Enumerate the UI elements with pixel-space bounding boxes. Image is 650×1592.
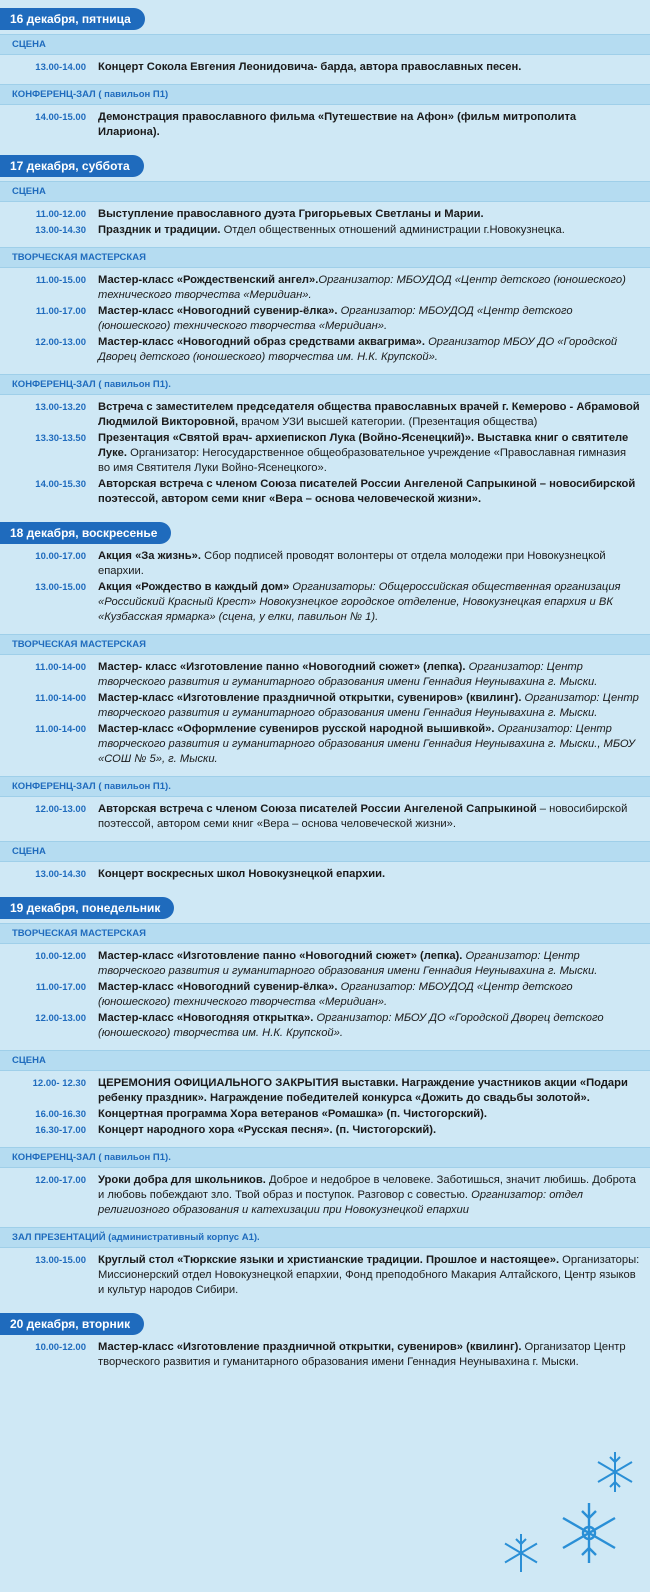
entry-description: [98, 1340, 640, 1370]
entry-text-part: Организатор: МБОУДОД «Центр детского (юношеского) технического творчества «Меридиан».: [98, 274, 626, 301]
entry-time: 10.00-12.00: [35, 1342, 86, 1353]
entry-time: 11.00-14-00: [35, 662, 86, 673]
entry-list: [0, 1335, 650, 1375]
entry-list: [0, 655, 650, 772]
entry-time: 11.00-14-00: [35, 693, 86, 704]
entry-list: [0, 268, 650, 370]
day-block: [0, 897, 650, 1303]
entry-text-part: Организатор Центр творческого развития и гуманитарного образования имени Геннадия Неунывахина г. Мыски.: [98, 1341, 626, 1368]
entry-text-part: Организатор: МБОУДОД «Центр детского (юношеского) технического творчества «Меридиан».: [98, 305, 573, 332]
entry-time: 11.00-15.00: [35, 275, 86, 286]
entry-text-part: Организатор: Центр творческого развития и гуманитарного образования имени Геннадия Неунывахина г. Мыски.: [98, 950, 598, 977]
schedule-entry: [10, 549, 640, 579]
schedule-entry: [10, 1107, 640, 1122]
schedule-entry: [10, 1253, 640, 1298]
day-block: [0, 1313, 650, 1375]
section-header: ТВОРЧЕСКАЯ МАСТЕРСКАЯ: [0, 923, 650, 944]
entry-time: 16.30-17.00: [35, 1125, 86, 1136]
schedule-entry: [10, 691, 640, 721]
entry-time: 16.00-16.30: [35, 1109, 86, 1120]
entry-text-part: Мастер-класс «Изготовление праздничной открытки, сувениров» (квилинг).: [98, 1341, 522, 1353]
entry-text-part: Концерт воскресных школ Новокузнецкой епархии.: [98, 868, 386, 880]
entry-description: [98, 1107, 640, 1122]
schedule-entry: [10, 949, 640, 979]
section-header: ТВОРЧЕСКАЯ МАСТЕРСКАЯ: [0, 247, 650, 268]
entry-text-part: Встреча с заместителем председателя общества православных врачей г. Кемерово - Абрамовой Людмилой Викторовной,: [98, 401, 640, 428]
entry-list: [0, 1168, 650, 1223]
entry-time: 14.00-15.00: [35, 112, 86, 123]
entry-time: 10.00-12.00: [35, 951, 86, 962]
entry-text-part: Организатор: Центр творческого развития и гуманитарного образования имени Геннадия Неунывахина г. Мыски.: [98, 692, 639, 719]
schedule-entry: [10, 431, 640, 476]
schedule-entry: [10, 1340, 640, 1370]
entry-list: [0, 105, 650, 145]
entry-text-part: Мастер-класс «Новогодний образ средствами аквагрима».: [98, 336, 425, 348]
entry-list: [0, 797, 650, 837]
schedule-entry: [10, 980, 640, 1010]
entry-text-part: Круглый стол «Тюркские языки и христианские традиции. Прошлое и настоящее».: [98, 1254, 560, 1266]
entry-description: [98, 980, 640, 1010]
entry-text-part: ЦЕРЕМОНИЯ ОФИЦИАЛЬНОГО ЗАКРЫТИЯ выставки. Награждение участников акции «Подари ребенку праздник». Награждение победителей конкурса «Дожить до свадьбы золотой».: [98, 1077, 628, 1104]
section-header: ТВОРЧЕСКАЯ МАСТЕРСКАЯ: [0, 634, 650, 655]
entry-description: [98, 1076, 640, 1106]
entry-text-part: – новосибирской поэтессой, автором семи книг «Вера – основа человеческой жизни».: [98, 803, 628, 830]
entry-description: [98, 1123, 640, 1138]
schedule-entry: [10, 1011, 640, 1041]
section-header: КОНФЕРЕНЦ-ЗАЛ ( павильон П1).: [0, 1147, 650, 1168]
schedule-entry: [10, 722, 640, 767]
entry-description: [98, 335, 640, 365]
schedule-entry: [10, 223, 640, 238]
section-header: СЦЕНА: [0, 34, 650, 55]
entry-description: [98, 1253, 640, 1298]
entry-time: 13.00-13.20: [35, 402, 86, 413]
entry-description: [98, 477, 640, 507]
schedule-entry: [10, 207, 640, 222]
section-header: СЦЕНА: [0, 841, 650, 862]
entry-text-part: Доброе и недоброе в человеке. Заботишься, значит любишь. Доброта и любовь побеждают зло. Твой образ и поступок. Разговор с совестью.: [98, 1174, 636, 1201]
entry-text-part: Презентация «Святой врач- архиепископ Лука (Войно-Ясенецкий)». Выставка книг о святителе Луке.: [98, 432, 629, 459]
entry-description: [98, 660, 640, 690]
entry-text-part: Мастер- класс «Изготовление панно «Новогодний сюжет» (лепка).: [98, 661, 466, 673]
entry-description: [98, 949, 640, 979]
entry-text-part: Организатор: МБОУ ДО «Городской Дворец детского (юношеского) творчества им. Н.К. Крупской».: [98, 1012, 604, 1039]
day-block: [0, 8, 650, 145]
day-header: 18 декабря, воскресенье: [0, 522, 171, 544]
entry-text-part: Акция «За жизнь».: [98, 550, 201, 562]
snowflake-icon: [556, 1500, 622, 1566]
entry-time: 12.00- 12.30: [32, 1078, 86, 1089]
entry-text-part: врачом УЗИ высшей категории. (Презентация общества): [238, 416, 538, 428]
entry-time: 12.00-13.00: [35, 337, 86, 348]
entry-time: 13.00-14.30: [35, 869, 86, 880]
entry-text-part: Организатор: Центр творческого развития и гуманитарного образования имени Геннадия Неунывахина г. Мыски., МБОУ «СОШ № 5», г. Мыски.: [98, 723, 636, 765]
schedule-entry: [10, 335, 640, 365]
entry-text-part: Авторская встреча с членом Союза писателей России Ангеленой Сапрыкиной: [98, 803, 537, 815]
entry-description: [98, 549, 640, 579]
entry-time: 13.00-15.00: [35, 582, 86, 593]
entry-description: [98, 722, 640, 767]
entry-time: 11.00-17.00: [35, 306, 86, 317]
entry-text-part: Концерт Сокола Евгения Леонидовича- барда, автора православных песен.: [98, 61, 522, 73]
entry-description: [98, 223, 640, 238]
entry-time: 13.00-14.00: [35, 62, 86, 73]
entry-text-part: Уроки добра для школьников.: [98, 1174, 266, 1186]
entry-time: 12.00-13.00: [35, 804, 86, 815]
entry-time: 11.00-14-00: [35, 724, 86, 735]
snowflake-icon: [500, 1532, 542, 1574]
entry-text-part: Организаторы: Миссионерский отдел Новокузнецкой епархии, Фонд преподобного Макария Алтайского, Центр языков и культур народов Сибири.: [98, 1254, 640, 1296]
entry-time: 11.00-12.00: [35, 209, 86, 220]
entry-text-part: Мастер-класс «Изготовление праздничной открытки, сувениров» (квилинг).: [98, 692, 522, 704]
schedule-entry: [10, 1173, 640, 1218]
schedule-entry: [10, 1123, 640, 1138]
entry-list: [0, 1071, 650, 1143]
entry-description: [98, 110, 640, 140]
entry-text-part: Мастер-класс «Оформление сувениров русской народной вышивкой».: [98, 723, 495, 735]
entry-text-part: Концертная программа Хора ветеранов «Ромашка» (п. Чистогорский).: [98, 1108, 487, 1120]
entry-description: [98, 304, 640, 334]
section-header: КОНФЕРЕНЦ-ЗАЛ ( павильон П1).: [0, 374, 650, 395]
section-header: СЦЕНА: [0, 1050, 650, 1071]
entry-time: 13.30-13.50: [35, 433, 86, 444]
schedule-entry: [10, 477, 640, 507]
entry-text-part: Организаторы: Общероссийская общественная организация «Российский Красный Крест» Новокузнецкое городское отделение, Новокузнецкая епархия и ВК «Кузбасская ярмарка» (сцена, у елки, павильон № 1).: [98, 581, 621, 623]
entry-description: [98, 1173, 640, 1218]
entry-text-part: Мастер-класс «Новогодний сувенир-ёлка».: [98, 305, 338, 317]
section-header: СЦЕНА: [0, 181, 650, 202]
schedule-entry: [10, 273, 640, 303]
entry-description: [98, 431, 640, 476]
entry-time: 12.00-13.00: [35, 1013, 86, 1024]
entry-description: [98, 60, 640, 75]
entry-text-part: Мастер-класс «Рождественский ангел».: [98, 274, 319, 286]
entry-description: [98, 691, 640, 721]
entry-text-part: Организатор: Центр творческого развития и гуманитарного образования имени Геннадия Неунывахина г. Мыски.: [98, 661, 598, 688]
schedule-entry: [10, 1076, 640, 1106]
entry-description: [98, 802, 640, 832]
entry-text-part: Акция «Рождество в каждый дом»: [98, 581, 290, 593]
entry-time: 12.00-17.00: [35, 1175, 86, 1186]
entry-text-part: Мастер-класс «Изготовление панно «Новогодний сюжет» (лепка).: [98, 950, 463, 962]
entry-list: [0, 395, 650, 512]
entry-time: 13.00-15.00: [35, 1255, 86, 1266]
day-header: 19 декабря, понедельник: [0, 897, 174, 919]
entry-list: [0, 202, 650, 243]
entry-text-part: Демонстрация православного фильма «Путешествие на Афон» (фильм митрополита Илариона).: [98, 111, 577, 138]
schedule-entry: [10, 60, 640, 75]
entry-text-part: Праздник и традиции.: [98, 224, 221, 236]
entry-time: 10.00-17.00: [35, 551, 86, 562]
section-header: КОНФЕРЕНЦ-ЗАЛ ( павильон П1).: [0, 776, 650, 797]
entry-description: [98, 1011, 640, 1041]
entry-time: 13.00-14.30: [35, 225, 86, 236]
entry-text-part: Организатор МБОУ ДО «Городской Дворец детского (юношеского) творчества им. Н.К. Крупской».: [98, 336, 618, 363]
schedule-entry: [10, 802, 640, 832]
entry-list: [0, 544, 650, 630]
entry-list: [0, 1248, 650, 1303]
entry-description: [98, 580, 640, 625]
day-header: 20 декабря, вторник: [0, 1313, 144, 1335]
entry-text-part: Организатор: МБОУДОД «Центр детского (юношеского) технического творчества «Меридиан».: [98, 981, 573, 1008]
entry-time: 11.00-17.00: [35, 982, 86, 993]
schedule-entry: [10, 867, 640, 882]
schedule-entry: [10, 304, 640, 334]
entry-text-part: Мастер-класс «Новогодний сувенир-ёлка».: [98, 981, 338, 993]
section-header: ЗАЛ ПРЕЗЕНТАЦИЙ (административный корпус А1).: [0, 1227, 650, 1248]
entry-text-part: Отдел общественных отношений администрации г.Новокузнецка.: [220, 224, 565, 236]
day-block: [0, 155, 650, 512]
section-header: КОНФЕРЕНЦ-ЗАЛ ( павильон П1): [0, 84, 650, 105]
entry-description: [98, 273, 640, 303]
schedule-entry: [10, 400, 640, 430]
entry-list: [0, 862, 650, 887]
day-header: 17 декабря, суббота: [0, 155, 144, 177]
schedule-entry: [10, 660, 640, 690]
day-block: [0, 522, 650, 887]
day-header: 16 декабря, пятница: [0, 8, 145, 30]
entry-description: [98, 400, 640, 430]
schedule-entry: [10, 110, 640, 140]
entry-text-part: Авторская встреча с членом Союза писателей России Ангеленой Сапрыкиной – новосибирской поэтессой, автором семи книг «Вера – основа человеческой жизни».: [98, 478, 636, 505]
entry-description: [98, 207, 640, 222]
entry-list: [0, 944, 650, 1046]
entry-text-part: Мастер-класс «Новогодняя открытка».: [98, 1012, 314, 1024]
entry-list: [0, 55, 650, 80]
entry-text-part: Выступление православного дуэта Григорьевых Светланы и Марии.: [98, 208, 484, 220]
entry-text-part: Организатор: Негосударственное общеобразовательное учреждение «Православная гимназия во имя Святителя Луки Войно-Ясенецкого».: [98, 447, 627, 474]
schedule-entry: [10, 580, 640, 625]
entry-time: 14.00-15.30: [35, 479, 86, 490]
entry-description: [98, 867, 640, 882]
entry-text-part: Концерт народного хора «Русская песня». (п. Чистогорский).: [98, 1124, 437, 1136]
entry-text-part: Сбор подписей проводят волонтеры от отдела молодежи при Новокузнецкой епархии.: [98, 550, 606, 577]
snowflake-icon: [593, 1450, 637, 1494]
entry-text-part: Организатор: отдел религиозного образования и катехизации при Новокузнецкой епархии: [98, 1189, 583, 1216]
